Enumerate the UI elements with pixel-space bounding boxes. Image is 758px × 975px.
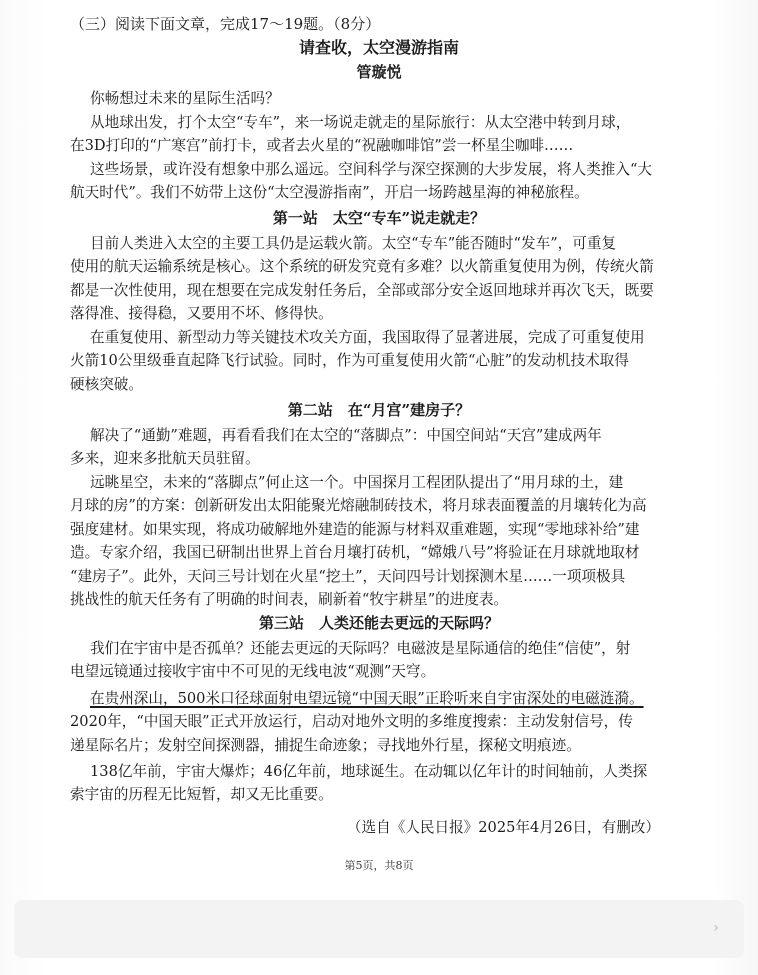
paragraph-2 <box>70 111 660 158</box>
paragraph-5 <box>70 326 660 396</box>
text-line: 在贵州深山，500米口径球面射电望远镜“中国天眼”正聆听来自宇宙深处的电磁涟漪。 <box>90 690 644 707</box>
paragraph-8 <box>70 637 660 684</box>
paragraph-6 <box>70 424 660 471</box>
question-intro: （三）阅读下面文章，完成17～19题。（8分） <box>70 15 381 33</box>
text-line: 多来，迎来多批航天员驻留。 <box>70 450 260 468</box>
underlined-sentence <box>70 687 660 710</box>
text-line: 索宇宙的历程无比短暂，却又无比重要。 <box>70 786 333 804</box>
text-line: 落得准、接得稳，又要用不坏、修得快。 <box>70 305 333 323</box>
paragraph-10 <box>70 760 660 807</box>
article-title: 请查收，太空漫游指南 <box>298 38 459 57</box>
viewer-bottom-bar <box>14 900 744 958</box>
text-line: 火箭10公里级垂直起降飞行试验。同时，作为可重复使用火箭“心脏”的发动机技术取得 <box>70 352 629 370</box>
text-line: 航天时代”。我们不妨带上这份“太空漫游指南”，开启一场跨越星海的神秘旅程。 <box>70 184 589 202</box>
section-heading-1: 第一站 太空“专车”说走就走？ <box>272 209 486 227</box>
text-line: 挑战性的航天任务有了明确的时间表，刷新着“牧宇耕星”的进度表。 <box>70 591 509 609</box>
text-line: 造。专家介绍，我国已研制出世界上首台月壤打砖机，“嫦娥八号”将验证在月球就地取材 <box>70 544 640 562</box>
text-line: 你畅想过未来的星际生活吗？ <box>90 90 280 107</box>
text-line: 都是一次性使用，现在想要在完成发射任务后，全部或部分安全返回地球并再次飞天，既要 <box>70 281 654 299</box>
text-line: 从地球出发，打个太空“专车”，来一场说走就走的星际旅行：从太空港中转到月球， <box>90 114 631 131</box>
page-number: 第5页，共8页 <box>344 859 414 872</box>
paragraph-4 <box>70 232 660 326</box>
text-line: 在重复使用、新型动力等关键技术攻关方面，我国取得了显著进展，完成了可重复使用 <box>90 329 645 346</box>
text-line: 硬核突破。 <box>70 375 143 393</box>
text-line: 在3D打印的“广寒宫”前打卡，或者去火星的“祝融咖啡馆”尝一杯星尘咖啡…… <box>70 137 574 155</box>
chevron-right-icon[interactable]: › <box>713 920 719 936</box>
section-heading-3: 第三站 人类还能去更远的天际吗？ <box>258 614 499 632</box>
text-line: 月球的房”的方案：创新研发出太阳能聚光熔融制砖技术，将月球表面覆盖的月壤转化为高 <box>70 497 647 515</box>
text-line: 目前人类进入太空的主要工具仍是运载火箭。太空“专车”能否随时“发车”，可重复 <box>90 235 617 252</box>
text-line: 递星际名片；发射空间探测器，捕捉生命迹象；寻找地外行星，探秘文明痕迹。 <box>70 736 581 754</box>
paragraph-9 <box>70 687 660 757</box>
section-heading-2: 第二站 在“月宫”建房子？ <box>287 401 471 419</box>
article-author: 管璇悦 <box>356 63 402 81</box>
paragraph-1 <box>90 87 660 110</box>
text-line: 强度建材。如果实现，将成功破解地外建造的能源与材料双重难题，实现“零地球补给”建 <box>70 520 640 538</box>
text-line: 电望远镜通过接收宇宙中不可见的无线电波“观测”天穹。 <box>70 663 436 681</box>
text-line: 我们在宇宙中是否孤单？还能去更远的天际吗？电磁波是星际通信的绝佳“信使”，射 <box>90 640 631 657</box>
text-line: 这些场景，或许没有想象中那么遥远。空间科学与深空探测的大步发展，将人类推入“大 <box>90 161 653 178</box>
text-line: 138亿年前，宇宙大爆炸；46亿年前，地球诞生。在动辄以亿年计的时间轴前，人类探 <box>90 763 648 780</box>
text-line: 解决了“通勤”难题，再看看我们在太空的“落脚点”：中国空间站“天宫”建成两年 <box>90 427 602 444</box>
source-citation: （选自《人民日报》2025年4月26日，有删改） <box>346 819 660 836</box>
text-line: 远眺星空，未来的“落脚点”何止这一个。中国探月工程团队提出了“用月球的土，建 <box>90 474 624 491</box>
text-line: 2020年，“中国天眼”正式开放运行，启动对地外文明的多维度搜索：主动发射信号，传 <box>70 713 633 731</box>
paragraph-7 <box>70 471 660 611</box>
paragraph-3 <box>70 158 660 205</box>
text-line: “建房子”。此外，天问三号计划在火星“挖土”，天问四号计划探测木星……一项项极具 <box>70 567 626 585</box>
text-line: 使用的航天运输系统是核心。这个系统的研发究竟有多难？以火箭重复使用为例，传统火箭 <box>70 258 654 276</box>
